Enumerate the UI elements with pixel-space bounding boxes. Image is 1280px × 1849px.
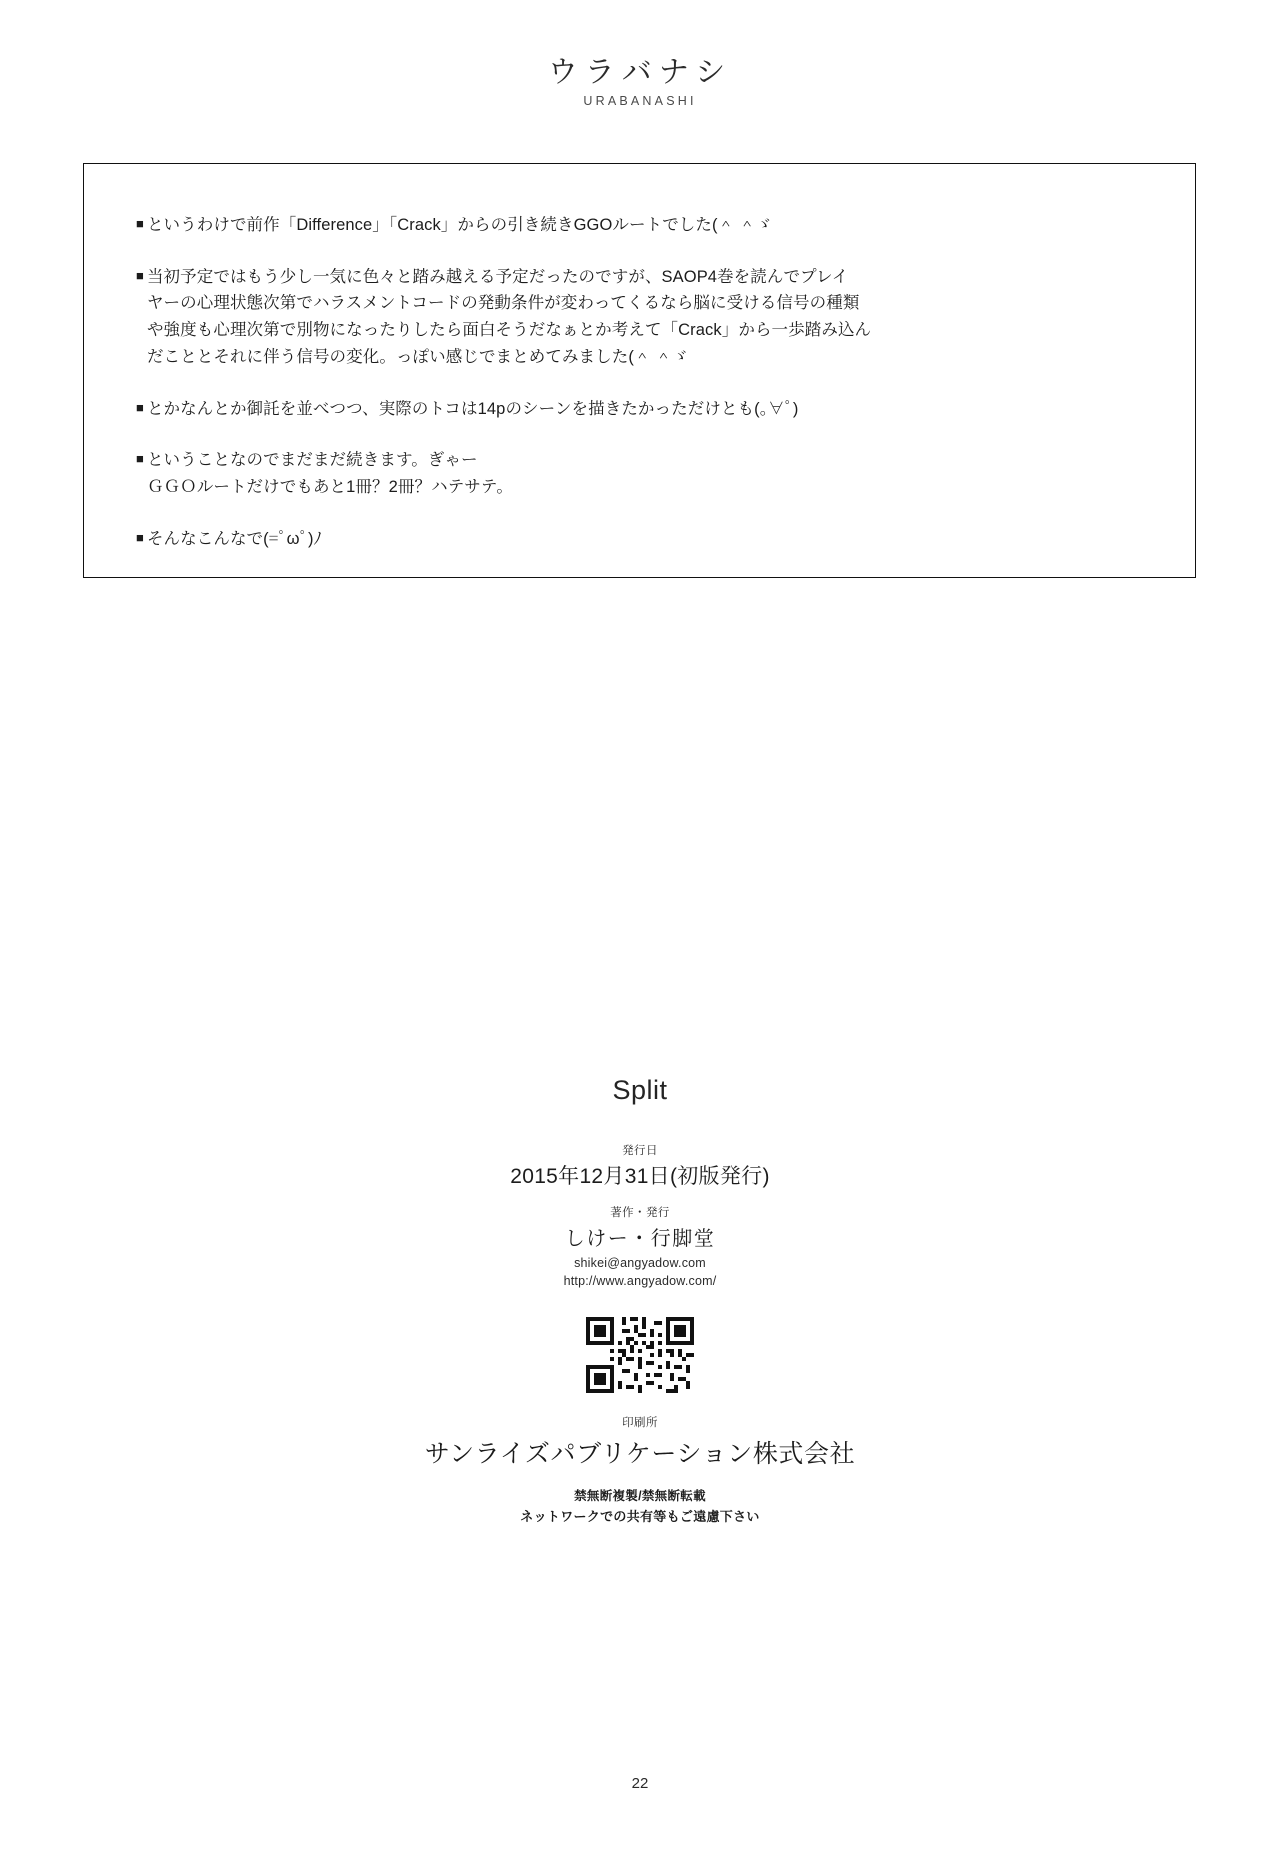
afterword-note-text [147,526,1143,553]
afterword-note-text [147,396,1143,423]
urabanashi-logo-romaji: URABANASHI [583,94,697,108]
website-url[interactable]: http://www.angyadow.com/ [563,1274,717,1289]
colophon [0,1075,1280,1525]
afterword-box [83,163,1196,578]
afterword-note [136,212,1143,239]
afterword-note [136,396,1143,423]
bullet-icon: ■ [136,216,144,231]
afterword-note [136,447,1143,500]
afterword-note-line: だこととそれに伴う信号の変化。っぽい感じでまとめてみました(＾ ＾ゞ [146,347,689,366]
author-value: しけー・行脚堂 [564,1228,716,1250]
qr-code-icon [586,1316,694,1394]
afterword-note-text [147,212,1143,239]
afterword-note-line: や強度も心理次第で別物になったりしたら面白そうだなぁとか考えて「Crack」から一歩踏み込ん [146,321,872,340]
afterword-note-line: ＧＧＯルートだけでもあと1冊？2冊？ハテサテ。 [146,478,513,497]
copyright-notice-line2: ネットワークでの共有等もご遠慮下さい [520,1509,760,1525]
afterword-note-line: とかなんとか御託を並べつつ、実際のトコは14pのシーンを描きたかっただけとも(｡∀ﾟ) [146,399,799,418]
bullet-icon: ■ [136,529,144,545]
afterword-note [136,264,1143,371]
publish-date-value: 2015年12月31日(初版発行) [510,1165,770,1188]
bullet-icon: ■ [136,399,144,415]
afterword-note-line: そんなこんなで(=ﾟωﾟ)ﾉ [146,529,322,548]
urabanashi-logo-glyphs: ウラバナシ [547,55,733,90]
work-title: Split [612,1075,668,1105]
afterword-note-line: ヤーの心理状態次第でハラスメントコードの発動条件が変わってくるなら脳に受ける信号の種類 [146,294,860,313]
copyright-notice-line1: 禁無断複製/禁無断転載 [574,1489,706,1504]
afterword-note-text [147,264,1143,371]
afterword-note-line: 当初予定ではもう少し一気に色々と踏み越える予定だったのですが、SAOP4巻を読んでプレイ [146,267,849,286]
afterword-content [84,164,1195,552]
email-text: shikei@angyadow.com [574,1256,706,1270]
printer-name: サンライズパブリケーション株式会社 [424,1440,856,1469]
page-header [0,55,1280,108]
printer-label: 印刷所 [622,1417,658,1430]
afterword-note-line: ということなのでまだまだ続きます。ぎゃー [146,451,478,470]
publish-date-label: 発行日 [622,1145,658,1157]
afterword-note-text [147,447,1143,500]
bullet-icon: ■ [136,267,144,283]
afterword-note [136,526,1143,553]
page-number: 22 [631,1775,649,1792]
afterword-note-line: というわけで前作「Difference」「Crack」からの引き続きGGOルートでした(＾ ＾ゞ [146,216,773,234]
bullet-icon: ■ [136,451,144,467]
author-label: 著作・発行 [610,1207,670,1219]
